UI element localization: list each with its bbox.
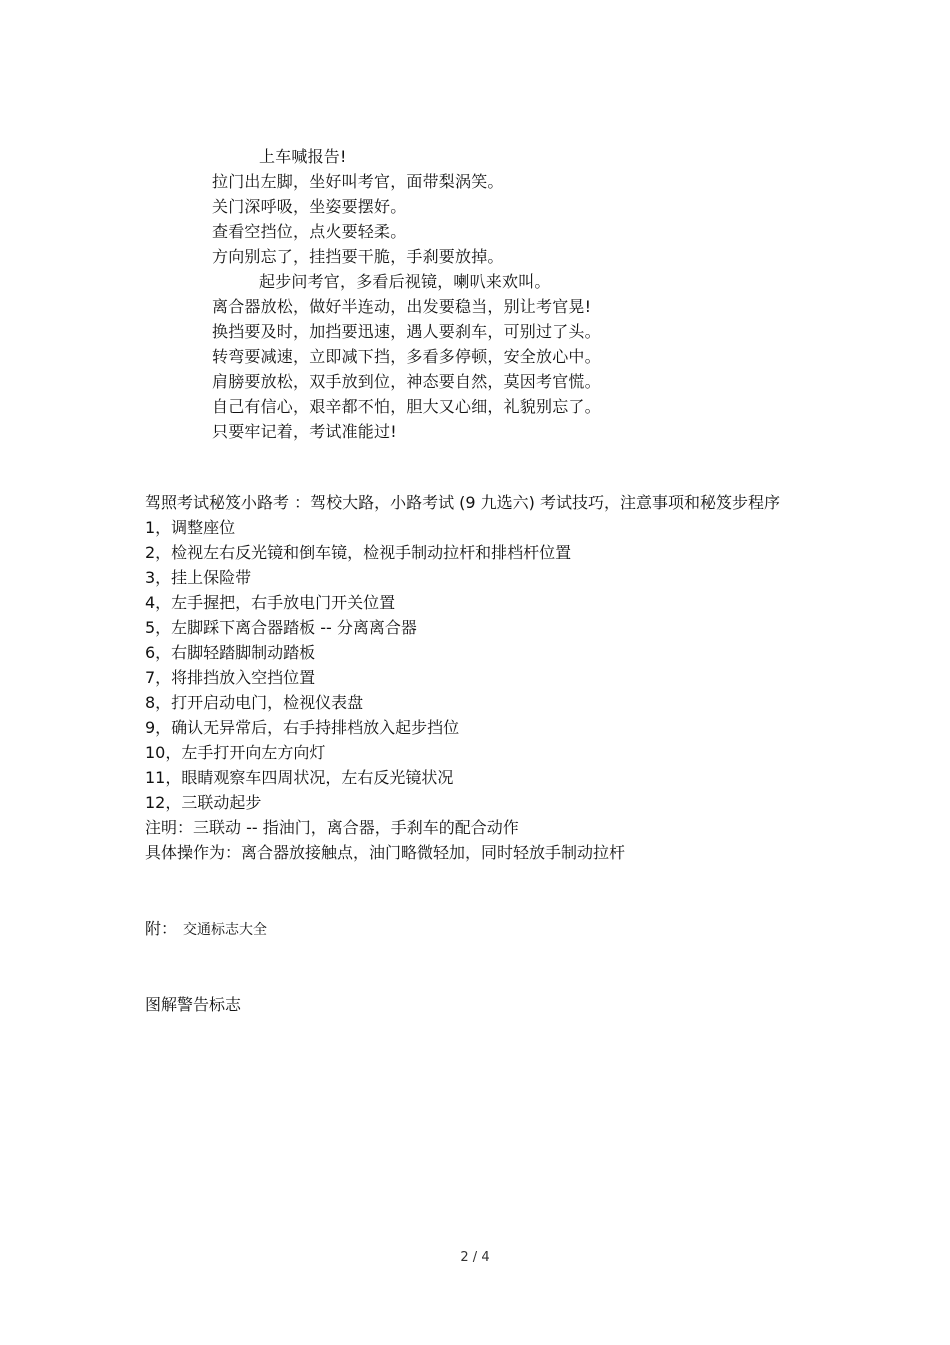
section-heading: 驾照考试秘笈小路考 ：驾校大路，小路考试 (9 九选六) 考试技巧，注意事项和秘笈步程序: [145, 493, 781, 512]
poem-line: 上车喊报告!: [259, 147, 347, 166]
note-operation-detail: 具体操作为：离合器放接触点，油门略微轻加，同时轻放手制动拉杆: [145, 843, 626, 862]
procedure-step: 10，左手打开向左方向灯: [145, 743, 326, 762]
warning-signs-title: 图解警告标志: [145, 995, 242, 1014]
poem-line: 起步问考官，多看后视镜，喇叭来欢叫。: [259, 272, 551, 291]
poem-line: 肩膀要放松，双手放到位，神态要自然，莫因考官慌。: [212, 372, 601, 391]
procedure-step: 11，眼睛观察车四周状况，左右反光镜状况: [145, 768, 454, 787]
procedure-step: 3，挂上保险带: [145, 568, 252, 587]
poem-line: 转弯要减速，立即减下挡，多看多停顿，安全放心中。: [212, 347, 601, 366]
procedure-step: 8，打开启动电门，检视仪表盘: [145, 693, 364, 712]
procedure-step: 2，检视左右反光镜和倒车镜，检视手制动拉杆和排档杆位置: [145, 543, 572, 562]
appendix-line: [145, 916, 267, 943]
poem-line: 换挡要及时，加挡要迅速，遇人要刹车，可别过了头。: [212, 322, 601, 341]
appendix-label: 附：: [145, 919, 178, 938]
poem-line: 关门深呼吸，坐姿要摆好。: [212, 197, 407, 216]
appendix-text: 交通标志大全: [183, 922, 268, 938]
procedure-step: 5，左脚踩下离合器踏板 -- 分离离合器: [145, 618, 417, 637]
poem-line: 查看空挡位，点火要轻柔。: [212, 222, 407, 241]
note-three-linkage: 注明：三联动 -- 指油门，离合器，手刹车的配合动作: [145, 818, 519, 837]
procedure-step: 7，将排挡放入空挡位置: [145, 668, 316, 687]
poem-line: 离合器放松，做好半连动，出发要稳当，别让考官晃!: [212, 297, 592, 316]
procedure-step: 12，三联动起步: [145, 793, 262, 812]
driving-test-poem: [212, 144, 601, 444]
procedure-step: 6，右脚轻踏脚制动踏板: [145, 643, 316, 662]
poem-line: 自己有信心，艰辛都不怕，胆大又心细，礼貌别忘了。: [212, 397, 601, 416]
poem-line: 拉门出左脚，坐好叫考官，面带梨涡笑。: [212, 172, 504, 191]
poem-line: 方向别忘了，挂挡要干脆，手刹要放掉。: [212, 247, 504, 266]
procedure-steps-list: [145, 515, 805, 815]
poem-line: 只要牢记着，考试准能过!: [212, 422, 397, 441]
procedure-step: 1，调整座位: [145, 518, 236, 537]
procedure-step: 4，左手握把，右手放电门开关位置: [145, 593, 396, 612]
procedure-step: 9，确认无异常后，右手持排档放入起步挡位: [145, 718, 460, 737]
page-number: 2 / 4: [460, 1250, 490, 1265]
test-procedure-section: [145, 490, 805, 865]
